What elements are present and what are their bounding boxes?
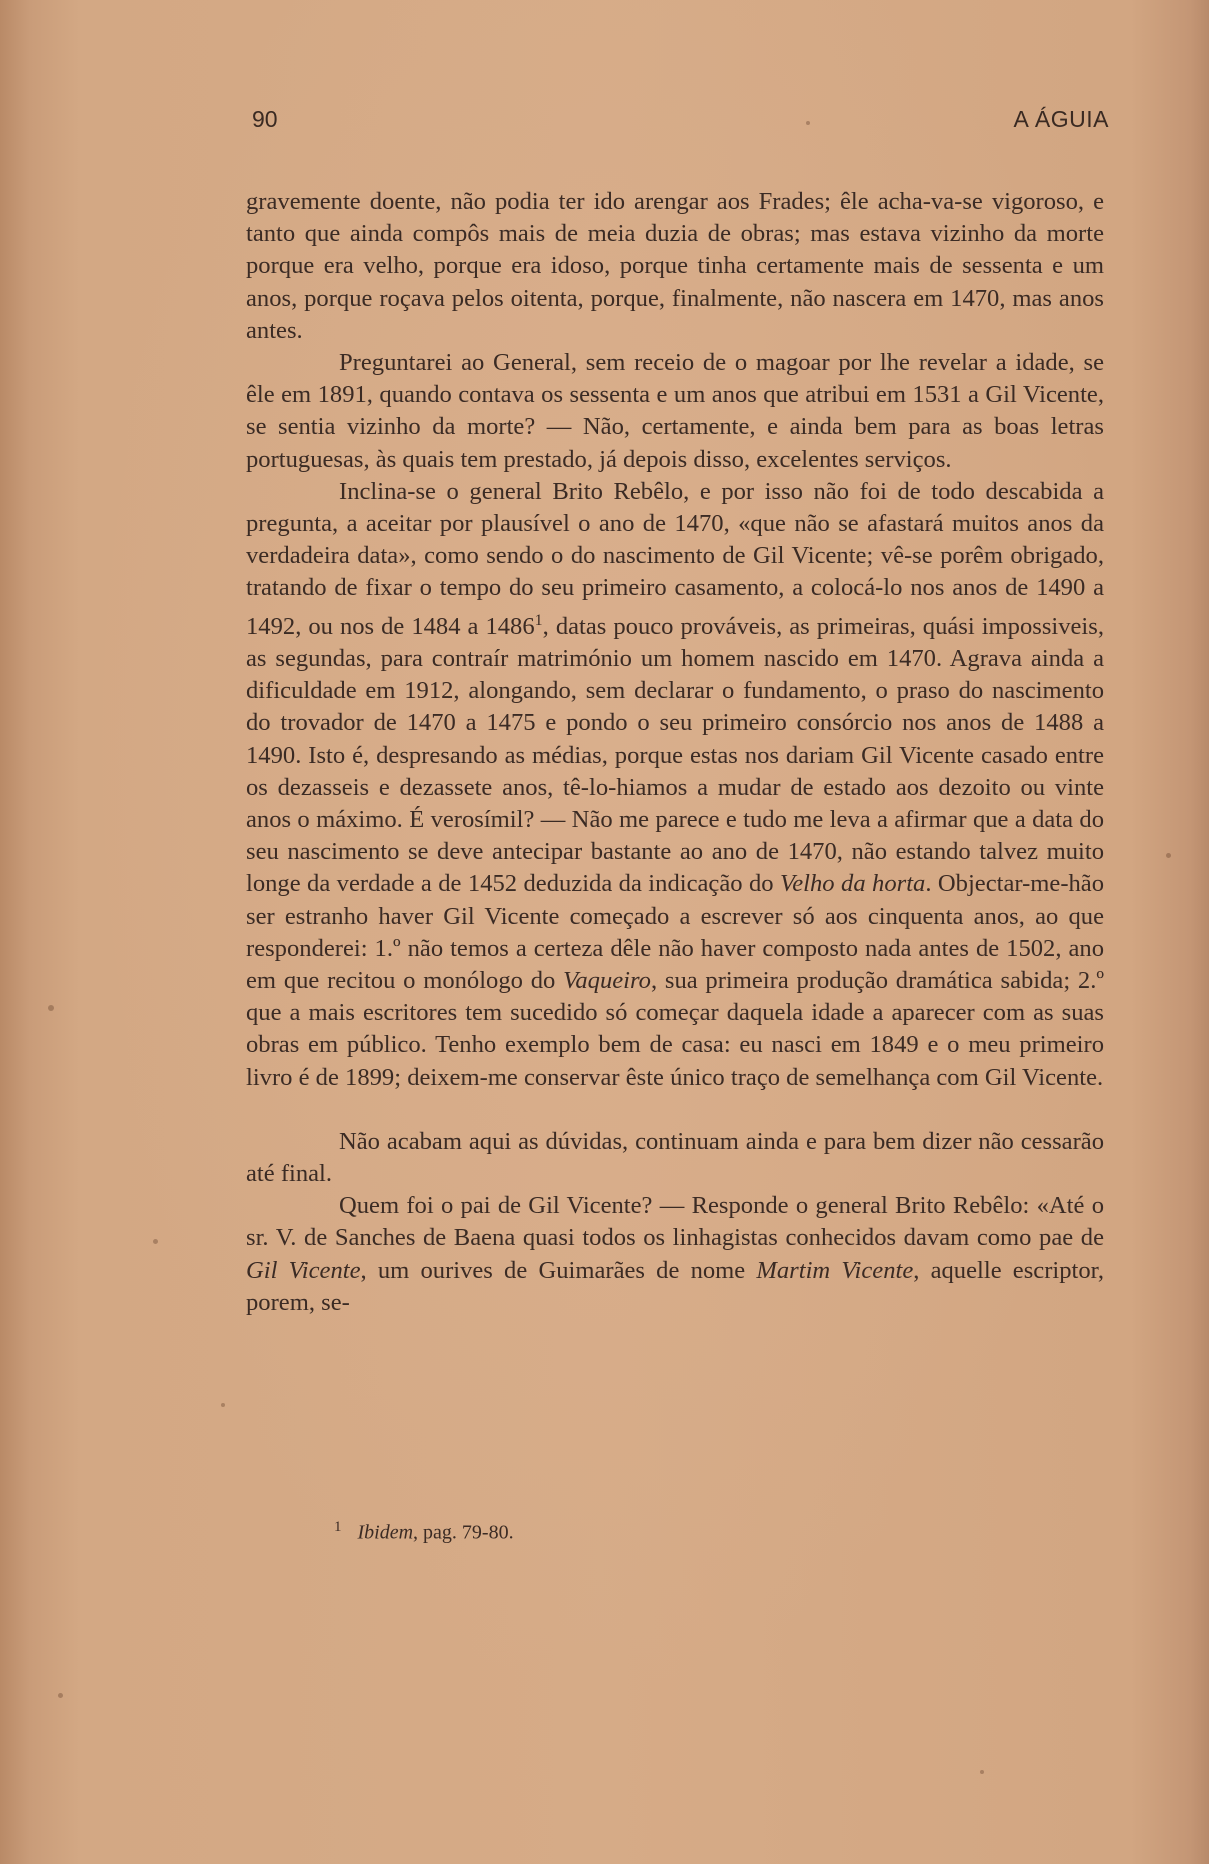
paragraph-4: Não acabam aqui as dúvidas, continuam ainda e para bem dizer não cessarão até final. [246,1127,1104,1188]
paper-speck [980,1770,984,1774]
paragraph-1: gravemente doente, não podia ter ido arengar aos Frades; êle acha-va-se vigoroso, e tanto que ainda compôs mais de meia duzia de obras; mas estava vizinho da morte porque era velho, porque era idoso, porque tinha certamente mais de sessenta e um anos, porque roçava pelos oitenta, porque, finalmente, não nascera em 1470, mas anos antes. [246,188,1104,344]
paragraph-3-text-d: , sua primeira produção dramática sabida; 2.º que a mais escritores tem sucedido só começar daquela idade a aparecer com as suas obras em público. Tenho exemplo bem de casa: eu nasci em 1849 e o meu primeiro livro é de 1899; deixem-me conservar êste único traço de semelhança com Gil Vicente. [246,967,1104,1091]
paragraph-3-text-c: . Objectar-me-hão ser estranho haver Gil Vicente começado a escrever só aos cinquenta anos, ao que responderei: 1.º não temos a certeza dêle não haver composto nada antes de 1502, ano em que recitou o monólogo do [246,870,1105,995]
paragraph-5-text-a: Quem foi o pai de Gil Vicente? — Responde o general Brito Rebêlo: «Até o sr. V. de Sanches de Baena quasi todos os linhagistas conhecidos davam como pae de [246,1192,1104,1252]
footnote-reference: 1 [534,611,543,629]
running-head [252,106,1112,136]
paper-speck [221,1403,225,1407]
name-martim-vicente: Martim Vicente [756,1256,914,1284]
paper-speck [48,1005,54,1011]
paragraph-5 [246,1190,1104,1319]
footnote-text: , pag. 79-80. [413,1521,514,1544]
journal-title: A ÁGUIA [1013,106,1109,132]
body-text [246,186,1104,1319]
page-number: 90 [252,106,278,132]
work-title-vaqueiro: Vaqueiro [563,967,651,995]
work-title-velho-da-horta: Velho da horta [779,870,926,898]
paragraph-5-text-c: , aquelle escriptor, porem, se- [246,1256,1104,1316]
paragraph-2: Preguntarei ao General, sem receio de o magoar por lhe revelar a idade, se êle em 1891, quando contava os sessenta e um anos que atribui em 1531 a Gil Vicente, se sentia vizinho da morte? — Não, certamente, e ainda bem para as boas letras portuguesas, às quais tem prestado, já depois disso, excelentes serviços. [246,349,1104,473]
paragraph-3-text-a: Inclina-se o general Brito Rebêlo, e por isso não foi de todo descabida a pregunta, a aceitar por plausível o ano de 1470, «que não se afastará muitos anos da verdadeira data», como sendo o do nascimento de Gil Vicente; vê-se porêm obrigado, tratando de fixar o tempo do seu primeiro casamento, a colocá-lo nos anos de 1490 a 1492, ou nos de 1484 a 1486 [246,477,1104,640]
paragraph-3 [246,476,1104,1094]
paragraph-5-text-b: , um ourives de Guimarães de nome [360,1256,757,1284]
paper-speck [58,1693,63,1698]
footnote-mark: 1 [334,1519,342,1535]
footnote-ibidem: Ibidem [357,1521,414,1544]
footnote [334,1519,514,1545]
paper-speck [153,1239,158,1244]
name-gil-vicente: Gil Vicente [246,1256,361,1284]
paragraph-3-text-b: , datas pouco prováveis, as primeiras, quási impossiveis, as segundas, para contraír matrimónio um homem nascido em 1470. Agrava ainda a dificuldade em 1912, alongando, sem declarar o fundamento, o praso do nascimento do trovador de 1470 a 1475 e pondo o seu primeiro consórcio nos anos de 1488 a 1490. Isto é, despresando as médias, porque estas nos dariam Gil Vicente casado entre os dezasseis e dezassete anos, tê-lo-hiamos a mudar de estado aos dezoito ou vinte anos o máximo. É verosímil? — Não me parece e tudo me leva a afirmar que a data do seu nascimento se deve antecipar bastante ao ano de 1470, não estando talvez muito longe da verdade a de 1452 deduzida da indicação do [246,612,1104,898]
paper-speck [1166,853,1171,858]
